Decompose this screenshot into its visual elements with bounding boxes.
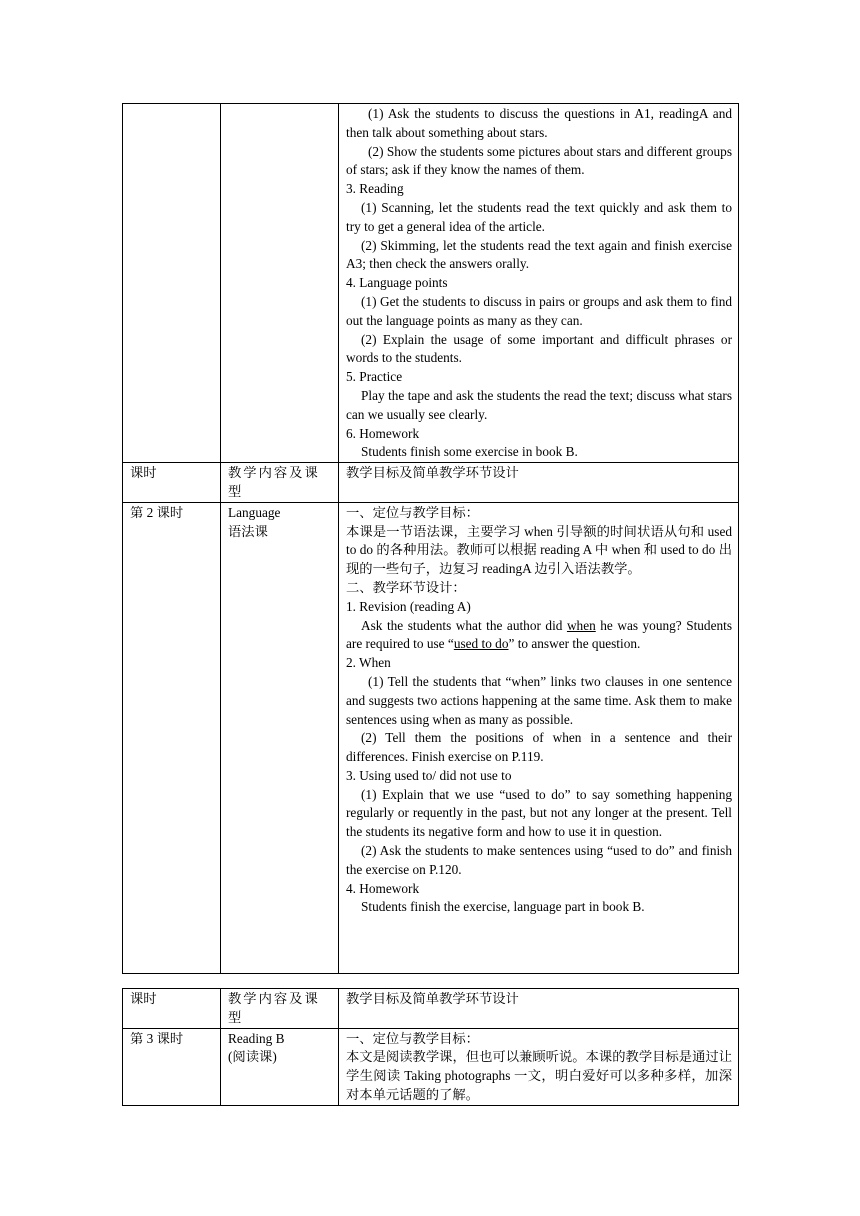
- section-heading: 4. Homework: [346, 880, 420, 896]
- header-period: 课时: [123, 463, 221, 503]
- section-heading: 1. Revision (reading A): [346, 598, 471, 614]
- section-heading: 3. Using used to/ did not use to: [346, 767, 512, 783]
- period-cell: 第 3 课时: [123, 1028, 221, 1105]
- text-span: Ask the students what the author did: [361, 617, 567, 633]
- underlined-text: when: [566, 617, 596, 633]
- design-cell: [339, 104, 739, 463]
- content-cell: [221, 1028, 339, 1105]
- text-line: (2) Show the students some pictures about stars and different groups of stars; ask if they know the names of them.: [346, 143, 732, 178]
- text-line: (2) Skimming, let the students read the text again and finish exercise A3; then check the answers orally.: [346, 237, 732, 272]
- table-row-lesson-3: [123, 1028, 739, 1105]
- text-line: Students finish the exercise, language part in book B.: [361, 899, 645, 915]
- header-design: 教学目标及简单教学环节设计: [339, 463, 739, 503]
- text-line: Play the tape and ask the students the read the text; discuss what stars can we usually see clearly.: [346, 387, 732, 422]
- text-line: (1) Scanning, let the students read the text quickly and ask them to try to get a general idea of the article.: [346, 199, 732, 234]
- content-type-line: Reading B: [228, 1030, 285, 1046]
- text-line: (2) Ask the students to make sentences using “used to do” and finish the exercise on P.120.: [346, 843, 732, 877]
- content-cell: [221, 104, 339, 463]
- text-span: ” to answer the question.: [508, 636, 641, 652]
- text-line: (1) Tell the students that “when” links two clauses in one sentence and suggests two actions happening at the same time. Ask them to make sentences using when as many as possible.: [346, 673, 732, 727]
- design-cell: [339, 502, 739, 973]
- header-design: 教学目标及简单教学环节设计: [339, 989, 739, 1029]
- design-cell: [339, 1028, 739, 1105]
- text-line: 本文是阅读教学课，但也可以兼顾听说。本课的教学目标是通过让学生阅读 Taking photographs 一文，明白爱好可以多种多样，加深对本单元话题的了解。: [346, 1049, 732, 1102]
- section-heading: 3. Reading: [346, 181, 404, 197]
- text-line: (1) Get the students to discuss in pairs or groups and ask them to find out the language points as many as they can.: [346, 293, 732, 328]
- content-type-line: 语法课: [228, 523, 268, 539]
- content-cell: [221, 502, 339, 973]
- lesson-plan-table: [122, 103, 739, 974]
- text-line: (1) Ask the students to discuss the questions in A1, readingA and then talk about something about stars.: [346, 106, 732, 140]
- text-line: (1) Explain that we use “used to do” to say something happening regularly or requently in the past, but not any longer at the present. Tell the students its negative form and how to use it in question.: [346, 786, 732, 840]
- text-line: (2) Tell them the positions of when in a sentence and their differences. Finish exercise on P.119.: [346, 730, 732, 765]
- section-heading: 6. Homework: [346, 425, 420, 441]
- period-cell: 第 2 课时: [123, 502, 221, 973]
- period-cell: [123, 104, 221, 463]
- table-header-row: [123, 463, 739, 503]
- text-span: he was young? Students are required to use “: [346, 617, 732, 652]
- section-heading: 2. When: [346, 655, 391, 671]
- text-line: [346, 617, 732, 655]
- text-line: (2) Explain the usage of some important and difficult phrases or words to the students.: [346, 331, 732, 366]
- section-heading: 二、教学环节设计：: [346, 579, 466, 595]
- header-content: 教学内容及课型: [221, 463, 339, 503]
- text-line: Students finish some exercise in book B.: [361, 444, 578, 460]
- table-header-row: [123, 989, 739, 1029]
- content-type-line: Language: [228, 504, 281, 520]
- underlined-text: used to do: [453, 636, 509, 652]
- content-type-line: (阅读课): [228, 1049, 277, 1065]
- header-period: 课时: [123, 989, 221, 1029]
- table-row-lesson-2: [123, 502, 739, 973]
- table-row-continuation: [123, 104, 739, 463]
- section-heading: 4. Language points: [346, 275, 448, 291]
- text-line: 本课是一节语法课，主要学习 when 引导额的时间状语从句和 used to do 的各种用法。教师可以根据 reading A 中 when 和 used to do 出现的一些句子，边复习 readingA 边引入语法教学。: [346, 523, 732, 577]
- section-heading: 一、定位与教学目标：: [346, 504, 479, 520]
- section-heading: 5. Practice: [346, 369, 403, 385]
- header-content: 教学内容及课型: [221, 989, 339, 1029]
- section-heading: 一、定位与教学目标：: [346, 1030, 479, 1046]
- lesson-plan-table-2: [122, 988, 739, 1106]
